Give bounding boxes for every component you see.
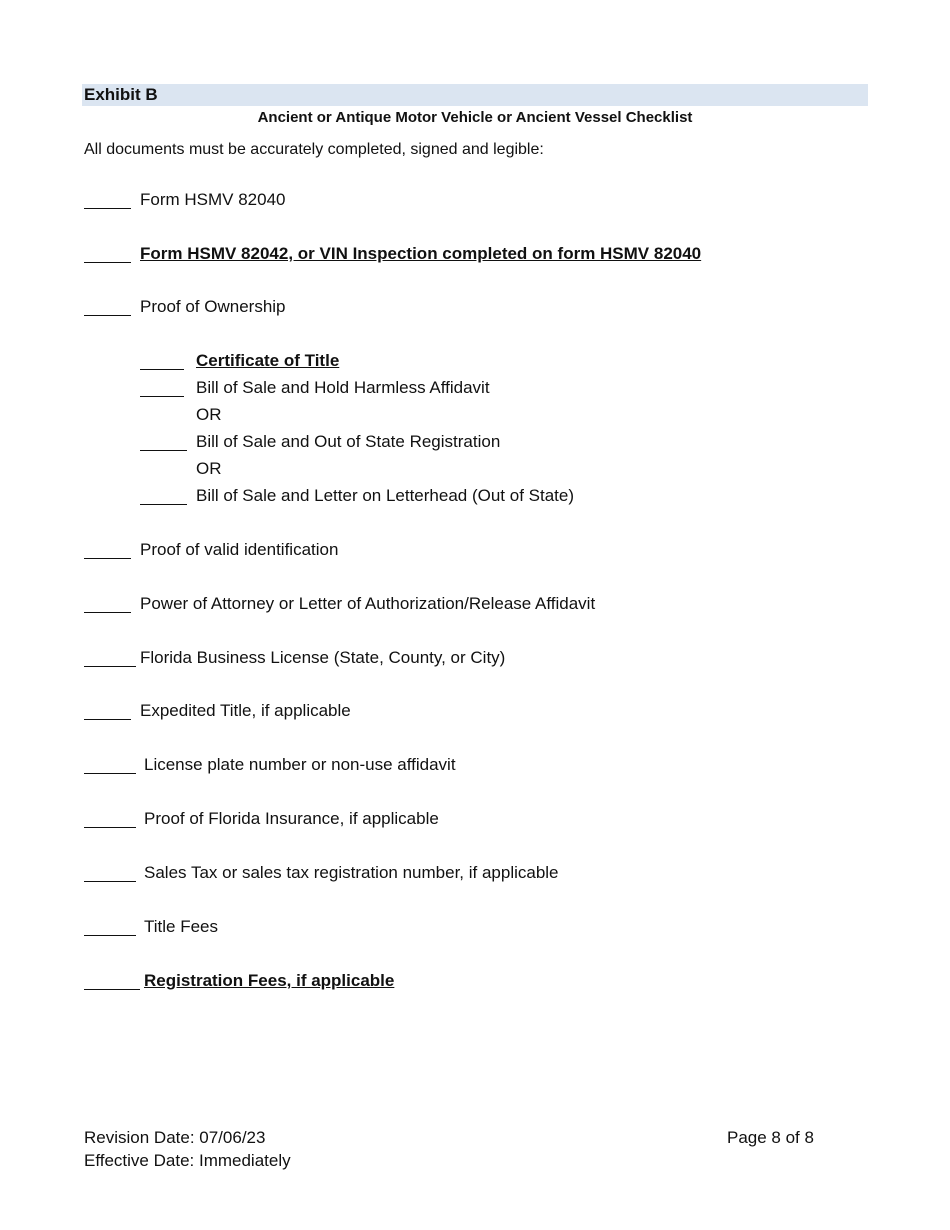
- or-label: OR: [196, 459, 222, 478]
- checklist-item: Florida Business License (State, County, or City): [140, 648, 506, 667]
- checklist-item: Expedited Title, if applicable: [140, 701, 351, 720]
- checkbox-blank[interactable]: [84, 881, 136, 882]
- exhibit-header-bar: [82, 84, 868, 106]
- checkbox-blank[interactable]: [84, 315, 131, 316]
- checkbox-blank[interactable]: [140, 369, 184, 370]
- checkbox-blank[interactable]: [84, 827, 136, 828]
- or-label: OR: [196, 405, 222, 424]
- checklist-item: Title Fees: [144, 917, 219, 936]
- checkbox-blank[interactable]: [84, 262, 131, 263]
- checkbox-blank[interactable]: [84, 208, 131, 209]
- checklist-item: Power of Attorney or Letter of Authorization/Release Affidavit: [140, 594, 596, 613]
- exhibit-label: Exhibit B: [84, 85, 158, 104]
- instructions-text: All documents must be accurately completed, signed and legible:: [84, 141, 544, 158]
- checklist-item: Proof of Florida Insurance, if applicable: [144, 809, 439, 828]
- checkbox-blank[interactable]: [84, 935, 136, 936]
- checklist-item: Proof of valid identification: [140, 540, 339, 559]
- checkbox-blank[interactable]: [84, 989, 140, 990]
- ownership-subitem: Certificate of Title: [196, 351, 340, 370]
- checklist-item: Form HSMV 82040: [140, 190, 286, 209]
- checkbox-blank[interactable]: [84, 719, 131, 720]
- checklist-item: Sales Tax or sales tax registration number, if applicable: [144, 863, 559, 882]
- revision-date: Revision Date: 07/06/23: [84, 1128, 266, 1147]
- checklist-item: Form HSMV 82042, or VIN Inspection completed on form HSMV 82040: [140, 244, 702, 263]
- document-title: Ancient or Antique Motor Vehicle or Ancient Vessel Checklist: [257, 109, 693, 126]
- checkbox-blank[interactable]: [84, 558, 131, 559]
- checkbox-blank[interactable]: [84, 773, 136, 774]
- page-number: Page 8 of 8: [727, 1128, 814, 1147]
- checklist-item: License plate number or non-use affidavit: [144, 755, 456, 774]
- ownership-subitem: Bill of Sale and Out of State Registration: [196, 432, 501, 451]
- checkbox-blank[interactable]: [84, 666, 136, 667]
- ownership-subitem: Bill of Sale and Hold Harmless Affidavit: [196, 378, 490, 397]
- checklist-item: Registration Fees, if applicable: [144, 971, 395, 990]
- ownership-subitem: Bill of Sale and Letter on Letterhead (Out of State): [196, 486, 575, 505]
- effective-date: Effective Date: Immediately: [84, 1151, 291, 1170]
- checkbox-blank[interactable]: [140, 396, 184, 397]
- checkbox-blank[interactable]: [140, 504, 187, 505]
- checklist-item: Proof of Ownership: [140, 297, 286, 316]
- checkbox-blank[interactable]: [84, 612, 131, 613]
- checkbox-blank[interactable]: [140, 450, 187, 451]
